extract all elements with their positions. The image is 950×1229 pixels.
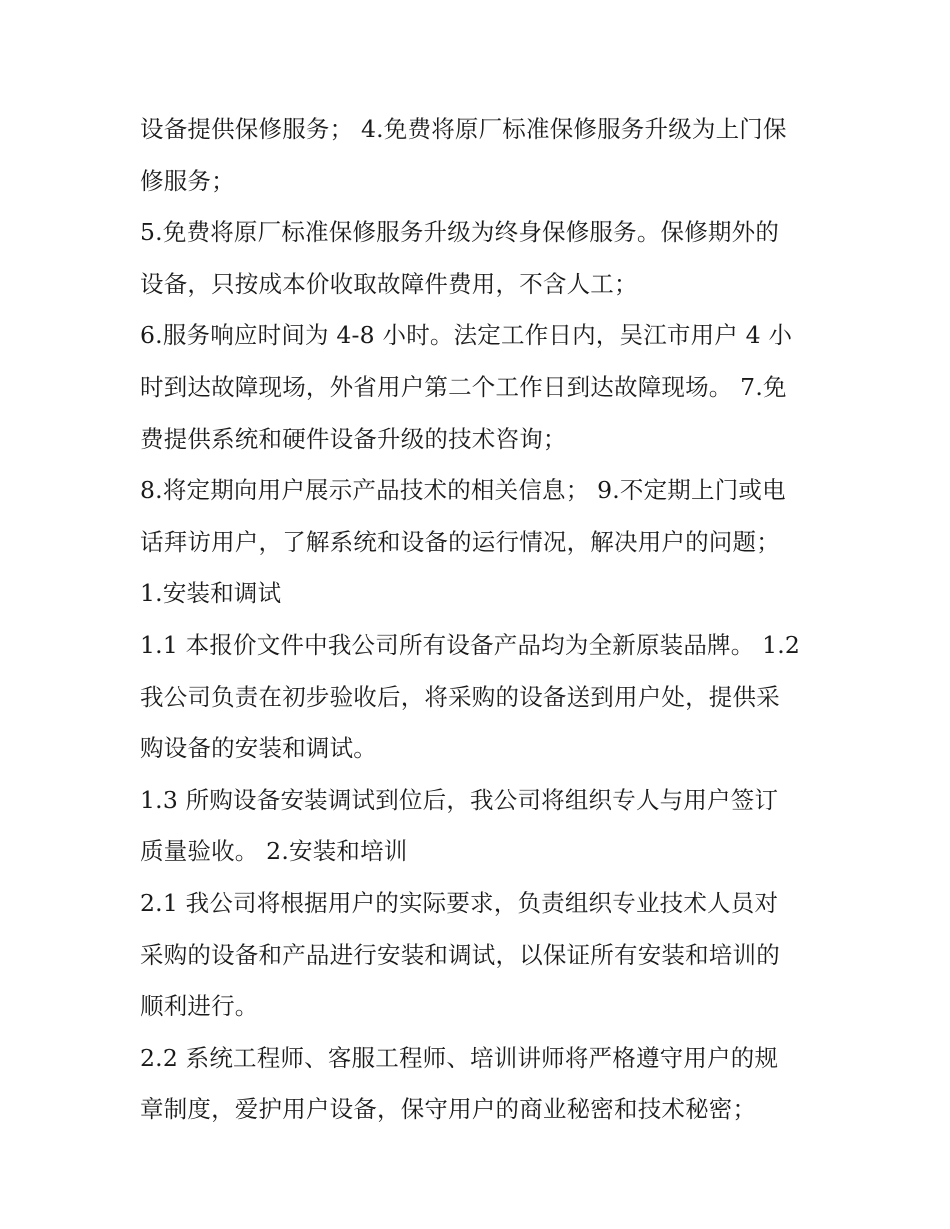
text-line: 2.2 系统工程师、客服工程师、培训讲师将严格遵守用户的规 <box>140 1043 779 1072</box>
text-line: 时到达故障现场，外省用户第二个工作日到达故障现场。 7.免 <box>140 372 787 401</box>
text-line: 8.将定期向用户展示产品技术的相关信息； 9.不定期上门或电 <box>140 476 786 505</box>
text-line: 我公司负责在初步验收后，将采购的设备送到用户处，提供采 <box>140 682 780 711</box>
text-line: 采购的设备和产品进行安装和调试，以保证所有安装和培训的 <box>140 940 780 969</box>
text-line: 设备，只按成本价收取故障件费用，不含人工； <box>140 269 638 298</box>
text-line: 购设备的安装和调试。 <box>140 734 377 763</box>
text-line: 6.服务响应时间为 4-8 小时。法定工作日内，吴江市用户 4 小 <box>140 321 793 350</box>
text-line: 修服务； <box>140 166 235 195</box>
text-line: 费提供系统和硬件设备升级的技术咨询； <box>140 424 567 453</box>
text-line: 2.1 我公司将根据用户的实际要求，负责组织专业技术人员对 <box>140 888 779 917</box>
text-line: 话拜访用户，了解系统和设备的运行情况，解决用户的问题； <box>140 527 780 556</box>
section-heading: 1.安装和调试 <box>140 579 282 608</box>
text-line: 顺利进行。 <box>140 992 259 1021</box>
text-line: 质量验收。 2.安装和培训 <box>140 837 408 866</box>
text-line: 章制度，爱护用户设备，保守用户的商业秘密和技术秘密； <box>140 1095 757 1124</box>
text-line: 设备提供保修服务； 4.免费将原厂标准保修服务升级为上门保 <box>140 115 787 143</box>
text-line: 1.3 所购设备安装调试到位后，我公司将组织专人与用户签订 <box>140 785 779 814</box>
text-line: 5.免费将原厂标准保修服务升级为终身保修服务。保修期外的 <box>140 218 780 247</box>
document-body <box>140 104 820 1136</box>
text-line: 1.1 本报价文件中我公司所有设备产品均为全新原装品牌。 1.2 <box>140 630 801 659</box>
